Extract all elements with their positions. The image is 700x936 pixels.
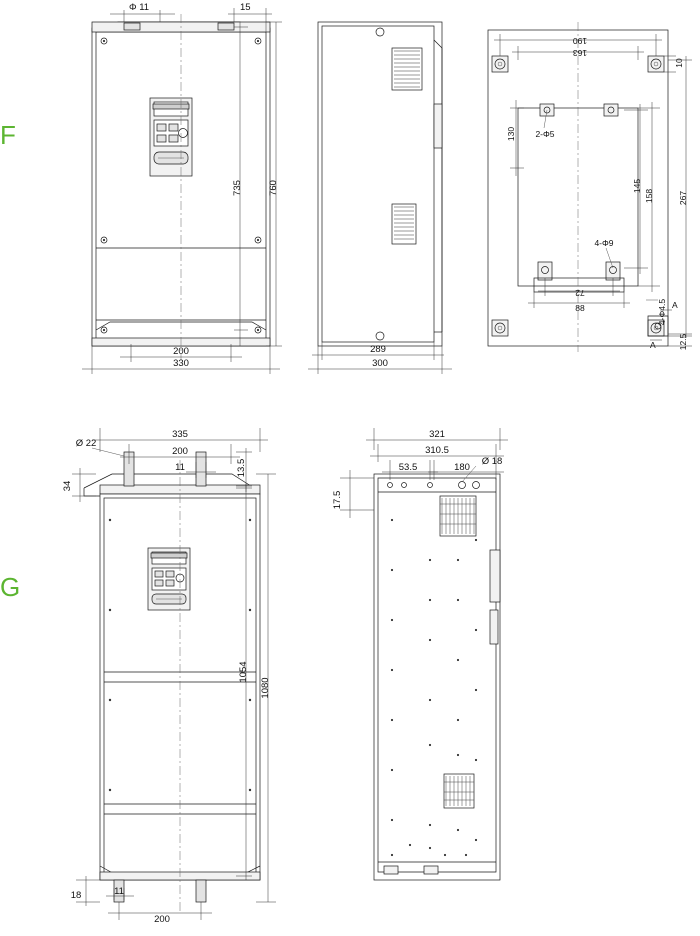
dim-g-front-200-bottom: 200 <box>154 914 170 925</box>
dim-f-plate-125: 12.5 <box>678 333 688 351</box>
frame-f-drawing-group <box>0 0 700 400</box>
frame-f-side-view <box>308 22 452 374</box>
dim-g-front-11-top: 11 <box>175 462 185 473</box>
dim-g-front-200-top: 200 <box>172 446 188 457</box>
frame-label-f: F <box>0 120 16 150</box>
dim-g-front-18: 18 <box>70 890 82 901</box>
dim-f-plate-72: 72 <box>575 288 585 298</box>
dim-g-side-180: 180 <box>454 462 470 473</box>
dim-f-front-735: 735 <box>232 180 243 196</box>
dim-f-front-phi11: Φ 11 <box>129 2 150 13</box>
dim-f-plate-130: 130 <box>506 126 516 142</box>
frame-g-side-view <box>332 428 508 880</box>
dim-f-plate-267: 267 <box>678 190 688 206</box>
dim-f-plate-10: 10 <box>674 58 684 68</box>
frame-label-g: G <box>0 572 21 602</box>
dim-g-front-1080: 1080 <box>260 677 271 699</box>
dim-f-plate-190: 190 <box>572 36 588 46</box>
dim-f-front-15: 15 <box>240 2 251 13</box>
dim-g-front-dia22: Ø 22 <box>75 438 97 449</box>
section-mark-a-top: A <box>672 300 678 310</box>
dim-f-side-300: 300 <box>372 358 388 369</box>
dim-g-side-dia18: Ø 18 <box>481 456 503 467</box>
dim-f-plate-4phi9: 4-Φ9 <box>594 238 614 248</box>
dim-g-side-535: 53.5 <box>398 462 418 473</box>
dim-f-plate-163: 163 <box>572 48 588 58</box>
dim-g-front-34: 34 <box>62 480 73 492</box>
dim-g-side-3105: 310.5 <box>425 445 449 456</box>
dim-g-front-11-bottom: 11 <box>114 886 124 897</box>
dim-f-front-760: 760 <box>268 180 279 196</box>
frame-f-front-view <box>82 2 282 374</box>
dim-f-plate-145: 145 <box>632 178 642 194</box>
dim-f-plate-4phi45: 4-Φ4.5 <box>657 298 667 326</box>
dim-g-side-175: 17.5 <box>332 490 343 510</box>
dim-f-plate-158: 158 <box>644 188 654 204</box>
dim-g-front-335: 335 <box>172 429 188 440</box>
dim-g-side-321: 321 <box>429 429 445 440</box>
dim-f-plate-88: 88 <box>575 303 585 313</box>
frame-f-plate-view <box>488 22 692 352</box>
dim-g-front-135: 13.5 <box>236 458 247 478</box>
dim-g-front-1054: 1054 <box>238 661 249 683</box>
frame-g-drawing-group <box>0 400 700 936</box>
dim-f-front-330: 330 <box>173 358 189 369</box>
frame-g-front-view <box>62 428 276 925</box>
dim-f-side-289: 289 <box>370 344 386 355</box>
dim-f-front-200: 200 <box>173 346 189 357</box>
dim-f-plate-2phi5: 2-Φ5 <box>535 129 555 139</box>
section-mark-a-bottom: A <box>650 340 656 350</box>
